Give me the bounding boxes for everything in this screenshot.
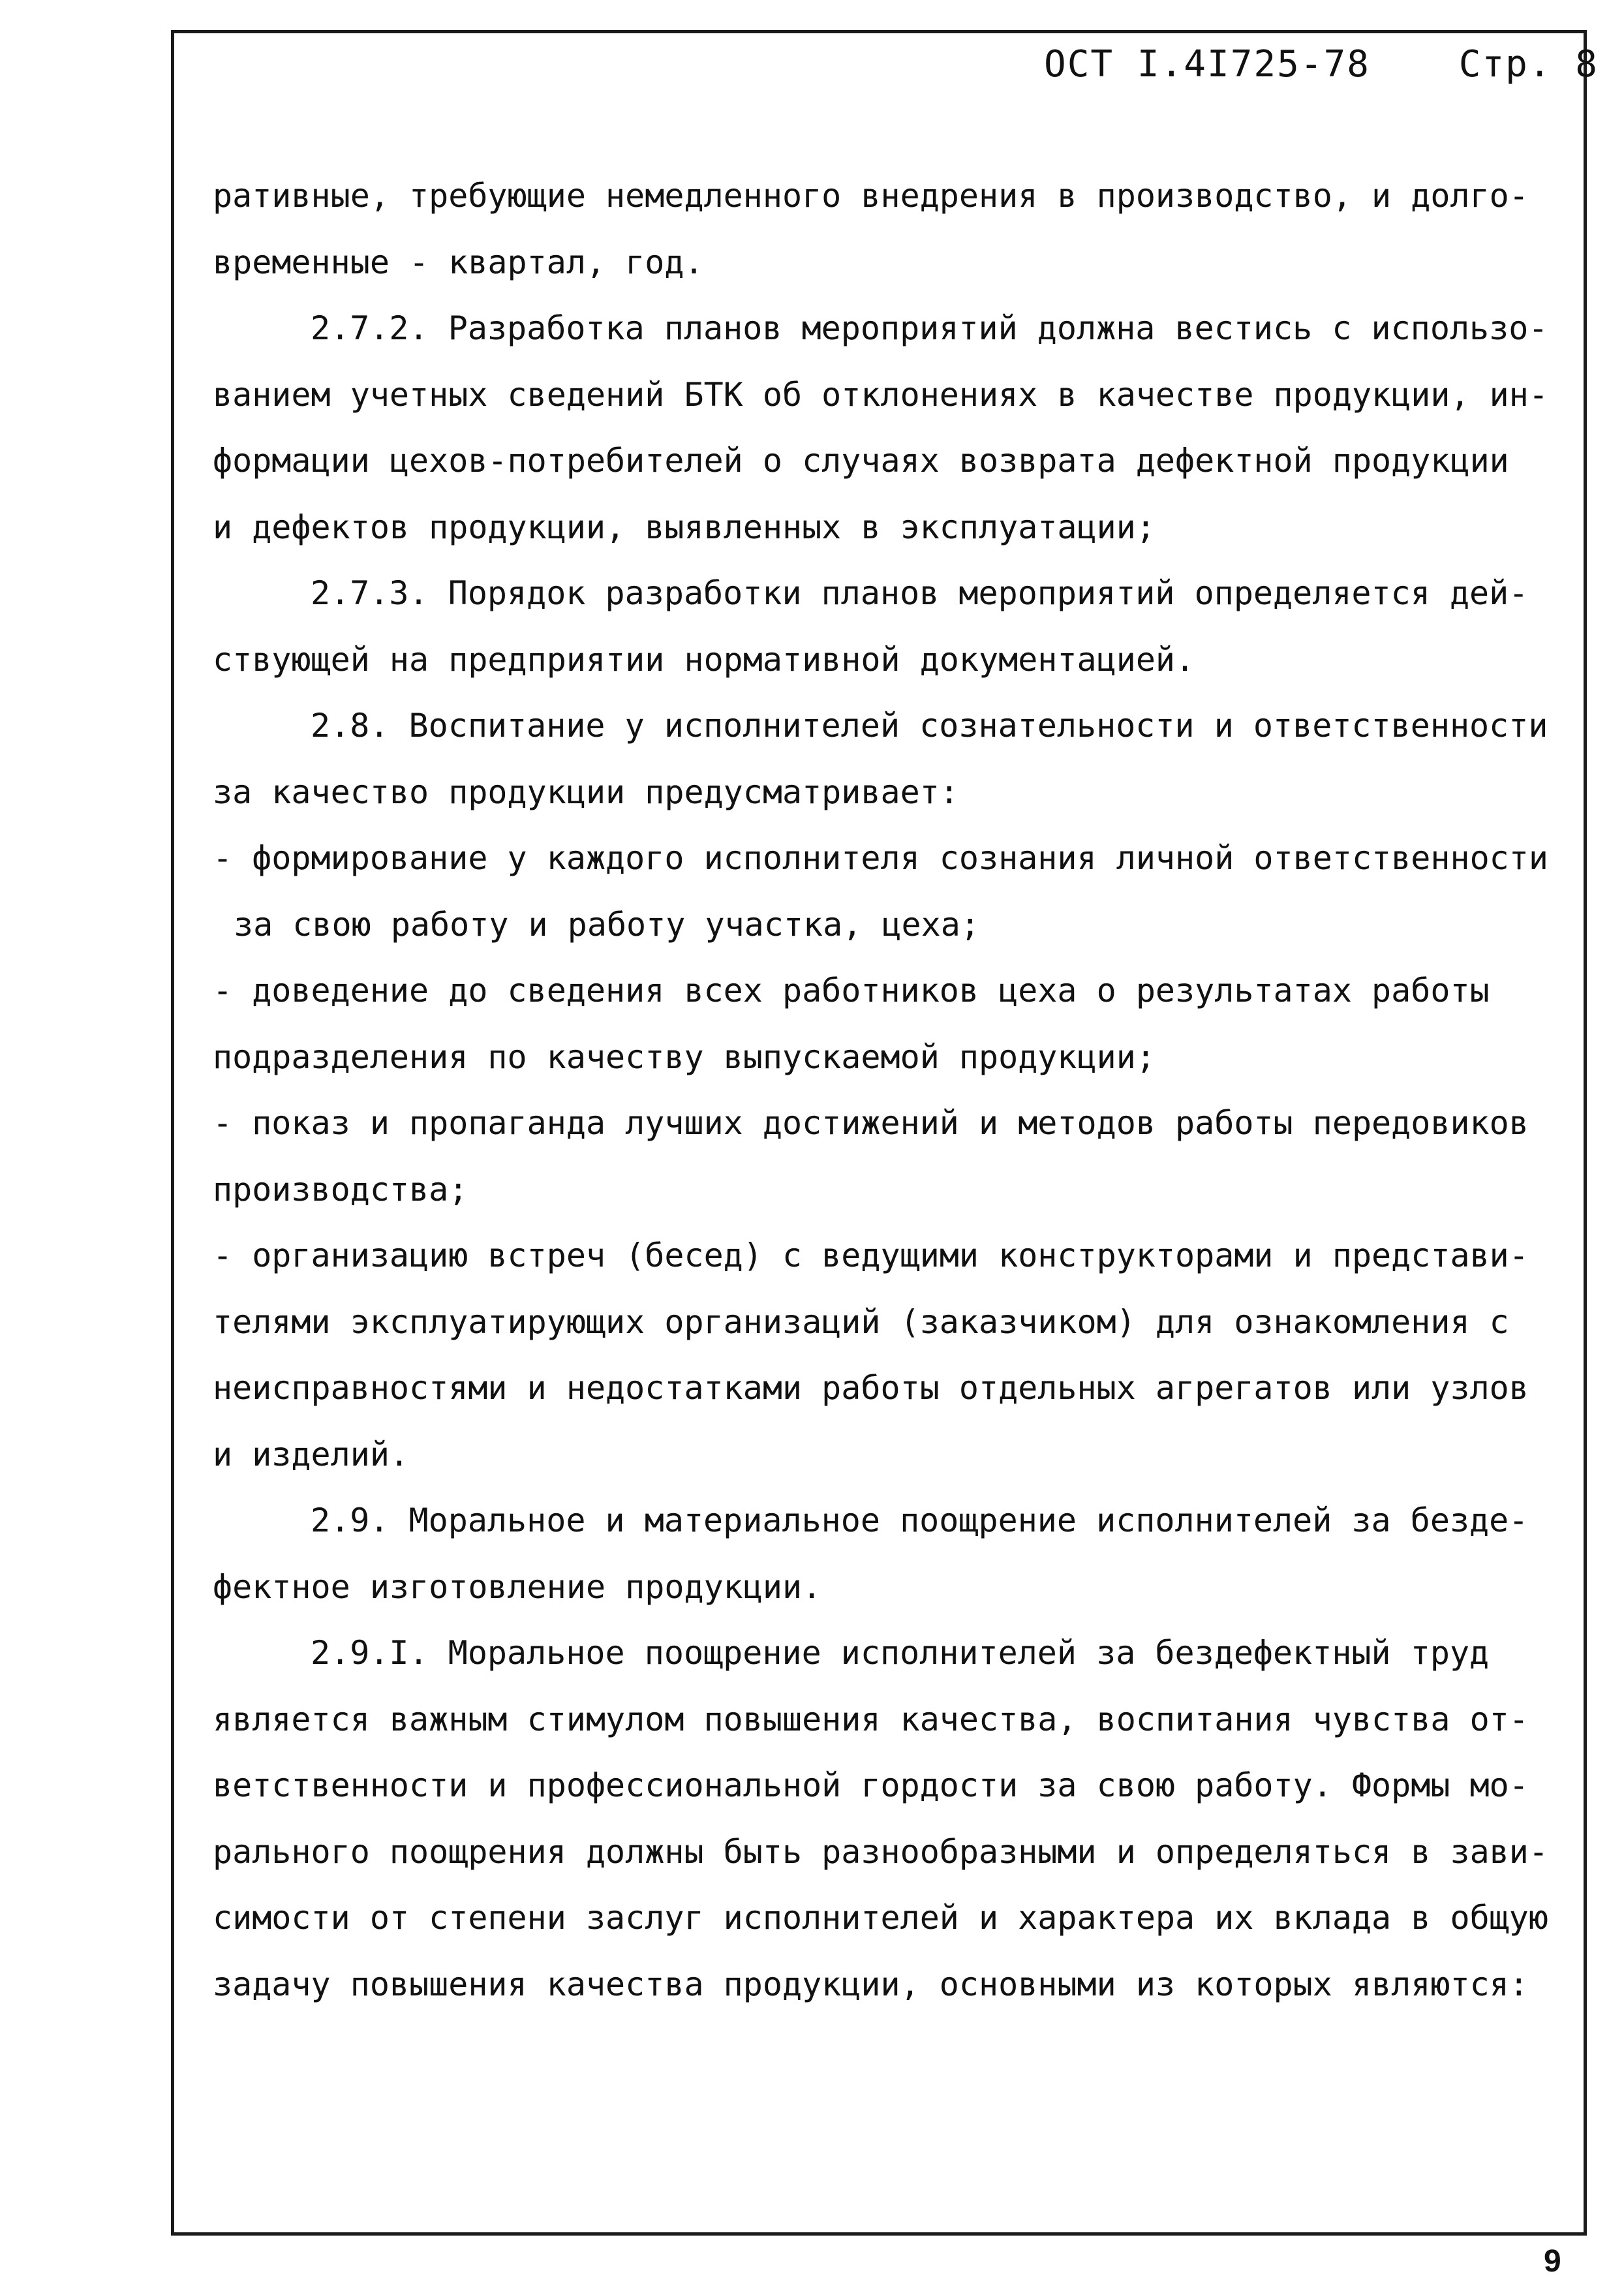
text-line: ветственности и профессиональной гордости за свою работу. Формы мо- xyxy=(213,1766,1529,1804)
paragraph-2-9-1: 2.9.I. Моральное поощрение исполнителей за бездефектный труд xyxy=(311,1634,1490,1672)
text-line: за качество продукции предусматривает: xyxy=(213,773,959,811)
document-code: ОСТ I.4I725-78 xyxy=(1044,43,1371,85)
text-line: временные - квартал, год. xyxy=(213,243,704,281)
text-line: симости от степени заслуг исполнителей и характера их вклада в общую xyxy=(213,1899,1548,1937)
text-line: формации цехов-потребителей о случаях возврата дефектной продукции xyxy=(213,442,1509,480)
paragraph-2-8: 2.8. Воспитание у исполнителей сознательности и ответственности xyxy=(311,707,1548,745)
page-header xyxy=(1044,43,1599,85)
text-line: неисправностями и недостатками работы отдельных агрегатов или узлов xyxy=(213,1369,1529,1407)
text-line: рального поощрения должны быть разнообразными и определяться в зави- xyxy=(213,1832,1548,1871)
text-line: фектное изготовление продукции. xyxy=(213,1567,822,1606)
text-line: и изделий. xyxy=(213,1435,410,1473)
page-label: Стр. 8 xyxy=(1458,43,1599,85)
text-line: производства; xyxy=(213,1170,468,1208)
text-line: и дефектов продукции, выявленных в эксплуатации; xyxy=(213,508,1156,546)
list-item: - доведение до сведения всех работников цеха о результатах работы xyxy=(213,972,1490,1009)
text-line: за свою работу и работу участка, цеха; xyxy=(234,905,980,944)
text-line: ствующей на предприятии нормативной документацией. xyxy=(213,640,1195,679)
text-line: ванием учетных сведений БТК об отклонениях в качестве продукции, ин- xyxy=(213,375,1548,414)
document-body xyxy=(213,163,1583,2018)
text-line: телями эксплуатирующих организаций (заказчиком) для ознакомления с xyxy=(213,1302,1509,1341)
sheet-number: 9 xyxy=(1544,2244,1561,2279)
paragraph-2-7-3: 2.7.3. Порядок разработки планов мероприятий определяется дей- xyxy=(311,574,1529,612)
list-item: - формирование у каждого исполнителя сознания личной ответственности xyxy=(213,839,1548,877)
text-line: ративные, требующие немедленного внедрения в производство, и долго- xyxy=(213,177,1529,215)
text-line: задачу повышения качества продукции, основными из которых являются: xyxy=(213,1965,1529,2003)
paragraph-2-9: 2.9. Моральное и материальное поощрение исполнителей за безде- xyxy=(311,1501,1529,1539)
paragraph-2-7-2: 2.7.2. Разработка планов мероприятий должна вестись с использо- xyxy=(311,309,1548,347)
list-item: - показ и пропаганда лучших достижений и методов работы передовиков xyxy=(213,1104,1529,1142)
text-line: подразделения по качеству выпускаемой продукции; xyxy=(213,1038,1156,1076)
text-line: является важным стимулом повышения качества, воспитания чувства от- xyxy=(213,1700,1529,1738)
list-item: - организацию встреч (бесед) с ведущими конструкторами и представи- xyxy=(213,1237,1529,1274)
